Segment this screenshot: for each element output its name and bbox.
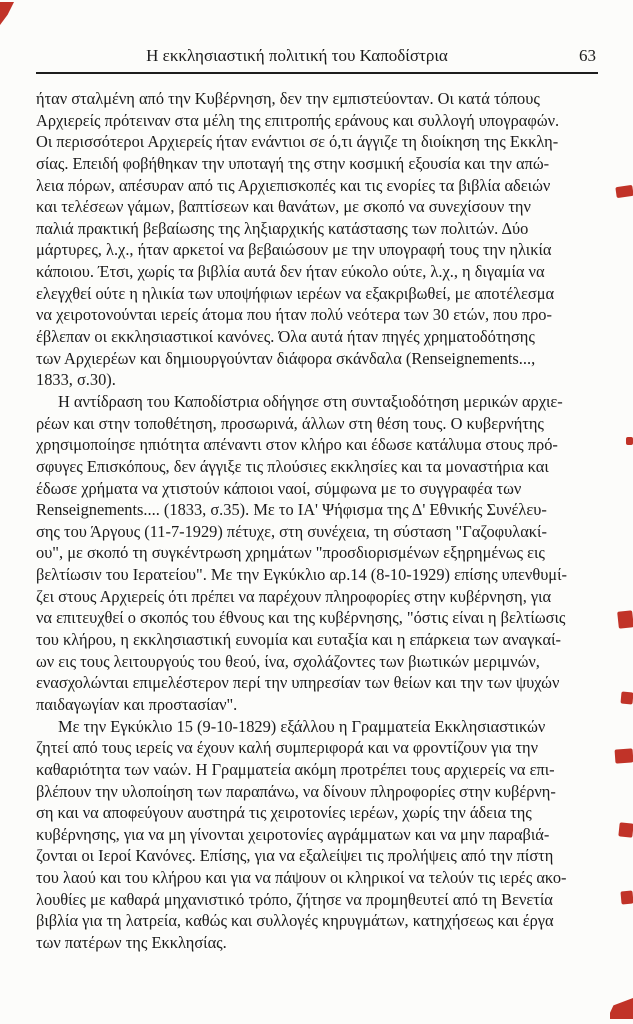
text-line: κάποιου. Έτσι, χωρίς τα βιβλία αυτά δεν ήταν εύκολο ούτε, λ.χ., η διγαμία να: [36, 262, 545, 282]
text-line: των πατέρων της Εκκλησίας.: [36, 932, 227, 952]
text-line: Με την Εγκύκλιο 15 (9-10-1829) εξάλλου η Γραμματεία Εκκλησιαστικών: [58, 716, 546, 736]
paragraph: [36, 391, 598, 716]
text-line: να χειροτονούνται ιερείς άτομα που ήταν πολύ νεότερα των 30 ετών, που προ-: [36, 305, 552, 325]
page-number: 63: [579, 46, 596, 65]
text-line: ου", με σκοπό τη συγκέντρωση χρημάτων "προσδιορισμένων εξηρημένως εις: [36, 543, 545, 563]
text-line: έβλεπαν οι εκκλησιαστικοί κανόνες. Όλα αυτά ήταν πηγές χρηματοδότησης: [36, 327, 535, 347]
text-line: λουθίες με καθαρά μηχανιστικό τρόπο, ζήτησε να προμηθευτεί από τη Βενετία: [36, 889, 553, 909]
text-line: χρησιμοποίησε ηπιότητα απέναντι στον κλήρο και έδωσε κατάλυμα στους πρό-: [36, 435, 558, 455]
red-scan-mark: [618, 822, 633, 837]
text-line: ρέων και στην τοποθέτηση, προσωρινά, άλλων στη θέση τους. Ο κυβερνήτης: [36, 413, 544, 433]
red-scan-mark: [617, 610, 633, 628]
header-rule: [36, 72, 598, 74]
text-line: Renseignements.... (1833, σ.35). Με το ΙΑ' Ψήφισμα της Δ' Εθνικής Συνέλευ-: [36, 500, 547, 520]
text-line: Αρχιερείς πρότειναν στα μέλη της επιτροπής εράνους και συλλογή υπογραφών.: [36, 110, 560, 130]
page-body: [36, 88, 598, 954]
text-line: βελτίωσιν του Ιερατείου". Με την Εγκύκλιο αρ.14 (8-10-1929) επίσης υπενθυμί-: [36, 565, 567, 585]
text-line: ζονται οι Ιεροί Κανόνες. Επίσης, για να εξαλείψει τις προλήψεις από την πίστη: [36, 846, 554, 866]
text-line: βιβλία για τη λατρεία, καθώς και συλλογές κηρυγμάτων, κατηχήσεως και έργα: [36, 911, 554, 931]
red-scan-mark: [620, 891, 633, 905]
text-line: Η αντίδραση του Καποδίστρια οδήγησε στη συνταξιοδότηση μερικών αρχιε-: [58, 391, 563, 411]
text-line: ενασχολώνται επιμελέστερον περί την υπηρεσίαν των θείων και την των ψυχών: [36, 673, 560, 693]
text-line: έδωσε χρήματα να χτιστούν κάποιοι ναοί, σύμφωνα με το συγγραφέα των: [36, 478, 522, 498]
paragraph: [36, 716, 598, 954]
text-line: 1833, σ.30).: [36, 370, 116, 390]
text-line: καθαριότητα των ναών. Η Γραμματεία ακόμη προτρέπει τους αρχιερείς να επι-: [36, 759, 555, 779]
paragraph: [36, 88, 598, 391]
text-line: σης του Άργους (11-7-1929) πέτυχε, στη συνέχεια, τη σύσταση "Γαζοφυλακί-: [36, 521, 547, 541]
red-scan-mark: [626, 437, 633, 445]
text-line: και τελέσεων γάμων, βαπτίσεων και θανάτων, με σκοπό να συνεχίσουν την: [36, 197, 531, 217]
red-scan-mark: [620, 691, 633, 704]
text-line: ση και να αποφεύγουν αυστηρά τις χειροτονίες ιερέων, χωρίς την άδεια της: [36, 803, 532, 823]
text-line: σφυγες Επισκόπους, δεν άγγιξε τις πλούσιες εκκλησίες και τα μοναστήρια και: [36, 456, 549, 476]
text-line: ων εις τους λειτουργούς του θεού, ίνα, σχολάζοντες των βιωτικών μεριμνών,: [36, 651, 540, 671]
text-line: σίας. Επειδή φοβήθηκαν την υποταγή της στην κοσμική εξουσία και την απώ-: [36, 153, 550, 173]
text-line: ζει στους Αρχιερείς ότι πρέπει να παρέχουν πληροφορίες στην κυβέρνηση, για: [36, 586, 552, 606]
red-scan-mark: [615, 185, 633, 198]
text-line: του λαού και του κλήρου και για να πάψουν οι κληρικοί να τελούν τις ιερές ακο-: [36, 868, 567, 888]
text-line: κυβέρνησης, για να μη γίνονται χειροτονίες αγράμματων και να μην παραβιά-: [36, 824, 550, 844]
running-header: [36, 44, 598, 68]
text-line: Οι περισσότεροι Αρχιερείς ήταν ενάντιοι σε ό,τι άγγιζε τη διοίκηση της Εκκλη-: [36, 132, 559, 152]
text-line: μάρτυρες, λ.χ., ήταν αρκετοί να βεβαιώσουν με την υπογραφή τους την ηλικία: [36, 240, 552, 260]
text-line: παλιά πρακτική βεβαίωσης της ληξιαρχικής κατάστασης των πολιτών. Δύο: [36, 218, 529, 238]
text-line: ελεγχθεί ούτε η ηλικία των υποψήφιων ιερέων να εξακριβωθεί, με αποτέλεσμα: [36, 283, 555, 303]
text-line: βλέπουν την υλοποίηση των παραπάνω, να δίνουν πληροφορίες στην κυβέρνη-: [36, 781, 556, 801]
red-scan-mark: [615, 748, 633, 763]
text-line: των Αρχιερέων και δημιουργούνταν διάφορα σκάνδαλα (Renseignements...,: [36, 348, 536, 368]
red-scan-mark: [0, 2, 14, 25]
text-line: παιδαγωγίαν και προστασίαν".: [36, 694, 238, 714]
red-scan-mark: [610, 998, 633, 1019]
text-line: λεια πόρων, απέσυραν από τις Αρχιεπισκοπές και τις ενορίες τα βιβλία αδειών: [36, 175, 551, 195]
running-header-title: Η εκκλησιαστική πολιτική του Καποδίστρια: [146, 46, 448, 65]
text-line: ζητεί από τους ιερείς να έχουν καλή συμπεριφορά και να φροντίζουν για την: [36, 738, 539, 758]
text-line: ήταν σταλμένη από την Κυβέρνηση, δεν την εμπιστεύονταν. Οι κατά τόπους: [36, 89, 540, 108]
text-line: του κλήρου, η εκκλησιαστική ευνομία και ευταξία και η επάρκεια των αναγκαί-: [36, 630, 561, 650]
text-line: να επιτευχθεί ο σκοπός του έθνους και της κυβέρνησης, "όστις είναι η βελτίωσις: [36, 608, 566, 628]
